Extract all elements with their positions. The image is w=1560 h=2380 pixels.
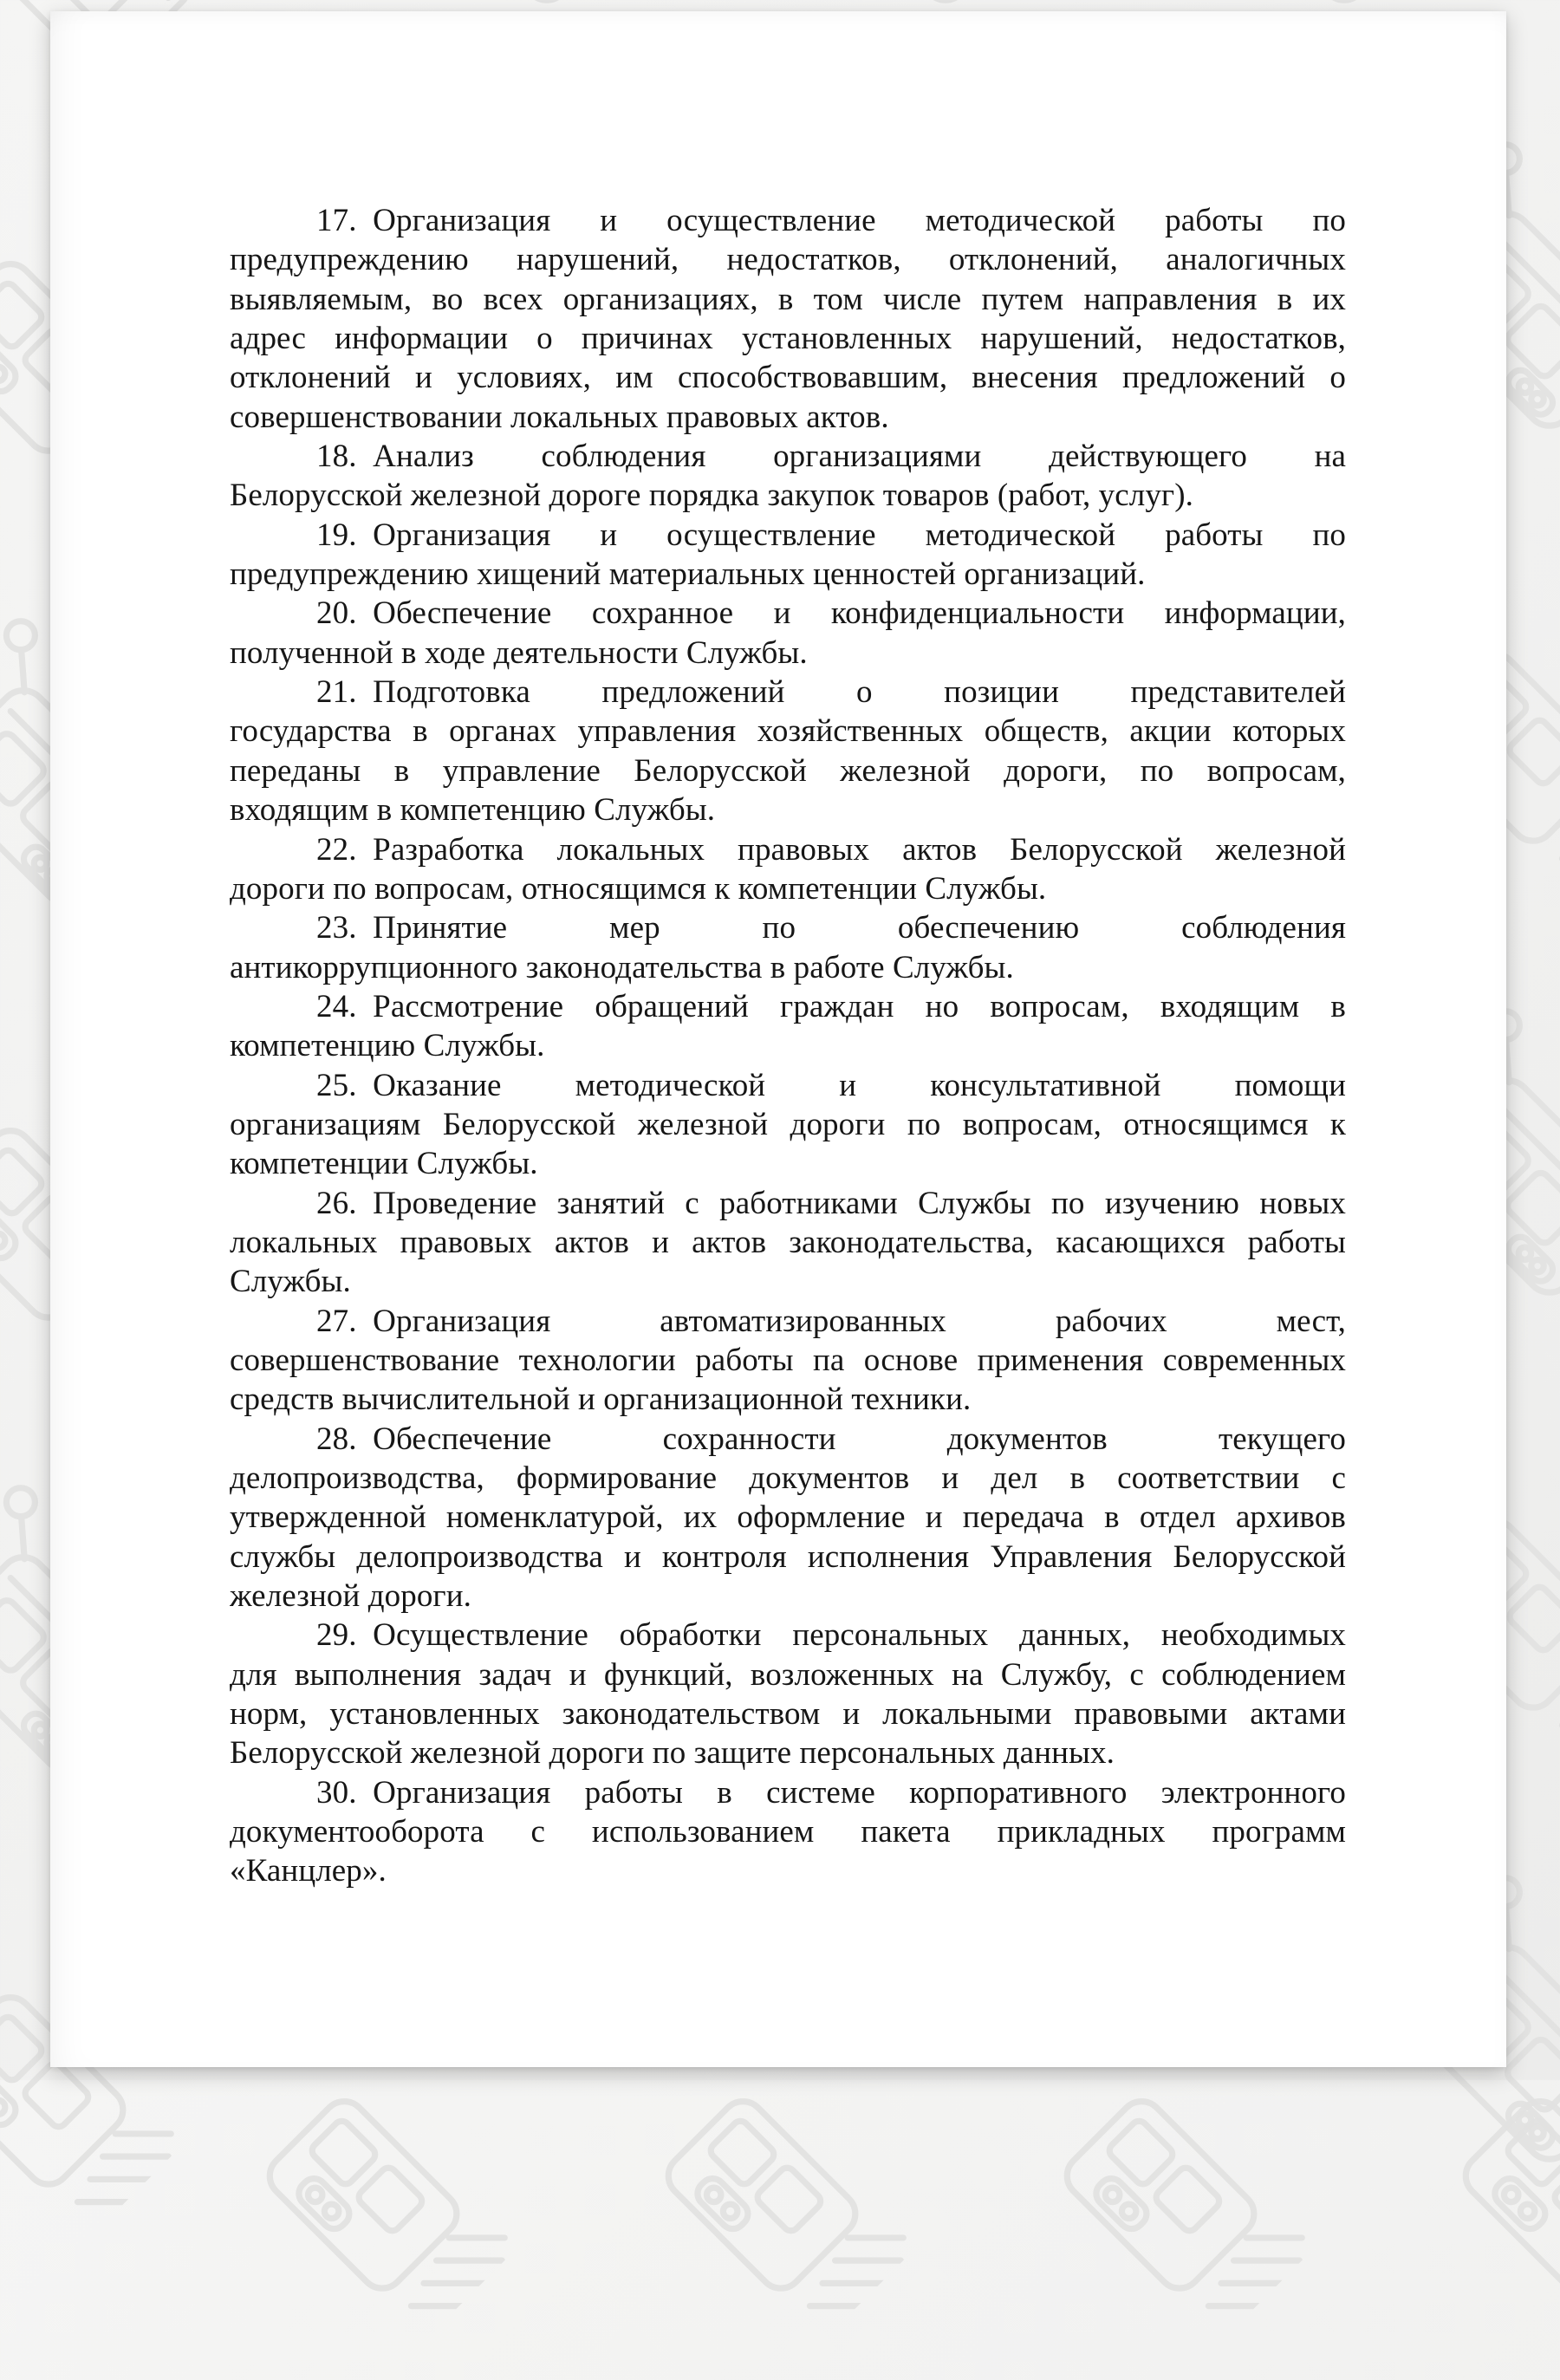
text-line: 18. Анализ соблюдения организациями действующего на [316,439,1346,475]
paragraph-18 [230,437,1346,516]
text-line: 21. Подготовка предложений о позиции представителей [316,674,1346,711]
text-line: организациям Белорусской железной дороги по вопросам, относящимся к [230,1106,1346,1142]
paragraph-25 [230,1066,1346,1184]
text-line: отклонений и условиях, им способствовавшим, внесения предложений о [230,360,1346,396]
text-line: средств вычислительной и организационной техники. [230,1382,972,1418]
text-line: Службы. [230,1264,351,1300]
text-line: 19. Организация и осуществление методической работы по [316,517,1346,553]
paragraph-22 [230,830,1346,909]
paragraph-23 [230,908,1346,987]
paragraph-27 [230,1302,1346,1420]
paragraph-19 [230,516,1346,595]
text-line: 28. Обеспечение сохранности документов текущего [316,1421,1346,1457]
text-line: 20. Обеспечение сохранное и конфиденциальности информации, [316,595,1346,632]
text-line: предупреждению хищений материальных ценностей организаций. [230,556,1146,593]
document-page [50,11,1506,2067]
text-line: 23. Принятие мер по обеспечению соблюдения [316,910,1346,946]
paragraph-30 [230,1773,1346,1891]
paragraph-28 [230,1420,1346,1616]
text-line: совершенствование технологии работы па основе применения современных [230,1342,1346,1378]
text-line: локальных правовых актов и актов законодательства, касающихся работы [230,1224,1346,1260]
text-line: для выполнения задач и функций, возложенных на Службу, с соблюдением [230,1656,1346,1693]
text-line: дороги по вопросам, относящимся к компетенции Службы. [230,870,1047,907]
text-line: 25. Оказание методической и консультативной помощи [316,1067,1346,1103]
paragraph-26 [230,1184,1346,1302]
paragraph-21 [230,673,1346,829]
document-body-text [230,201,1346,1891]
paragraph-20 [230,594,1346,673]
text-line: 24. Рассмотрение обращений граждан но вопросам, входящим в [316,988,1346,1024]
text-line: адрес информации о причинах установленных нарушений, недостатков, [230,321,1346,357]
text-line: Белорусской железной дороге порядка закупок товаров (работ, услуг). [230,478,1193,514]
text-line: переданы в управление Белорусской железной дороги, по вопросам, [230,752,1346,789]
text-line: компетенции Службы. [230,1146,538,1182]
text-line: Белорусской железной дороги по защите персональных данных. [230,1735,1115,1772]
text-line: документооборота с использованием пакета прикладных программ [230,1814,1346,1850]
text-line: предупреждению нарушений, недостатков, отклонений, аналогичных [230,242,1346,278]
text-line: 26. Проведение занятий с работниками Службы по изучению новых [316,1185,1346,1221]
paragraph-29 [230,1616,1346,1772]
text-line: 17. Организация и осуществление методической работы по [316,203,1346,238]
text-line: норм, установленных законодательством и локальными правовыми актами [230,1696,1346,1733]
text-line: входящим в компетенцию Службы. [230,792,716,829]
text-line: компетенцию Службы. [230,1028,545,1064]
text-line: службы делопроизводства и контроля исполнения Управления Белорусской [230,1538,1346,1575]
paragraph-24 [230,987,1346,1066]
text-line: совершенствовании локальных правовых актов. [230,399,889,435]
paragraph-17 [230,201,1346,437]
text-line: государства в органах управления хозяйственных обществ, акции которых [230,713,1346,750]
text-line: утвержденной номенклатурой, их оформление и передача в отдел архивов [230,1499,1346,1536]
text-line: выявляемым, во всех организациях, в том числе путем направления в их [230,281,1346,317]
text-line: 29. Осуществление обработки персональных данных, необходимых [316,1617,1346,1654]
text-line: 27. Организация автоматизированных рабочих мест, [316,1303,1346,1339]
text-line: делопроизводства, формирование документов и дел в соответствии с [230,1460,1346,1496]
text-line: 30. Организация работы в системе корпоративного электронного [316,1774,1346,1811]
text-line: полученной в ходе деятельности Службы. [230,634,808,671]
text-line: «Канцлер». [230,1853,387,1889]
text-line: 22. Разработка локальных правовых актов Белорусской железной [316,831,1346,868]
text-line: антикоррупционного законодательства в работе Службы. [230,949,1014,985]
text-line: железной дороги. [230,1578,471,1615]
